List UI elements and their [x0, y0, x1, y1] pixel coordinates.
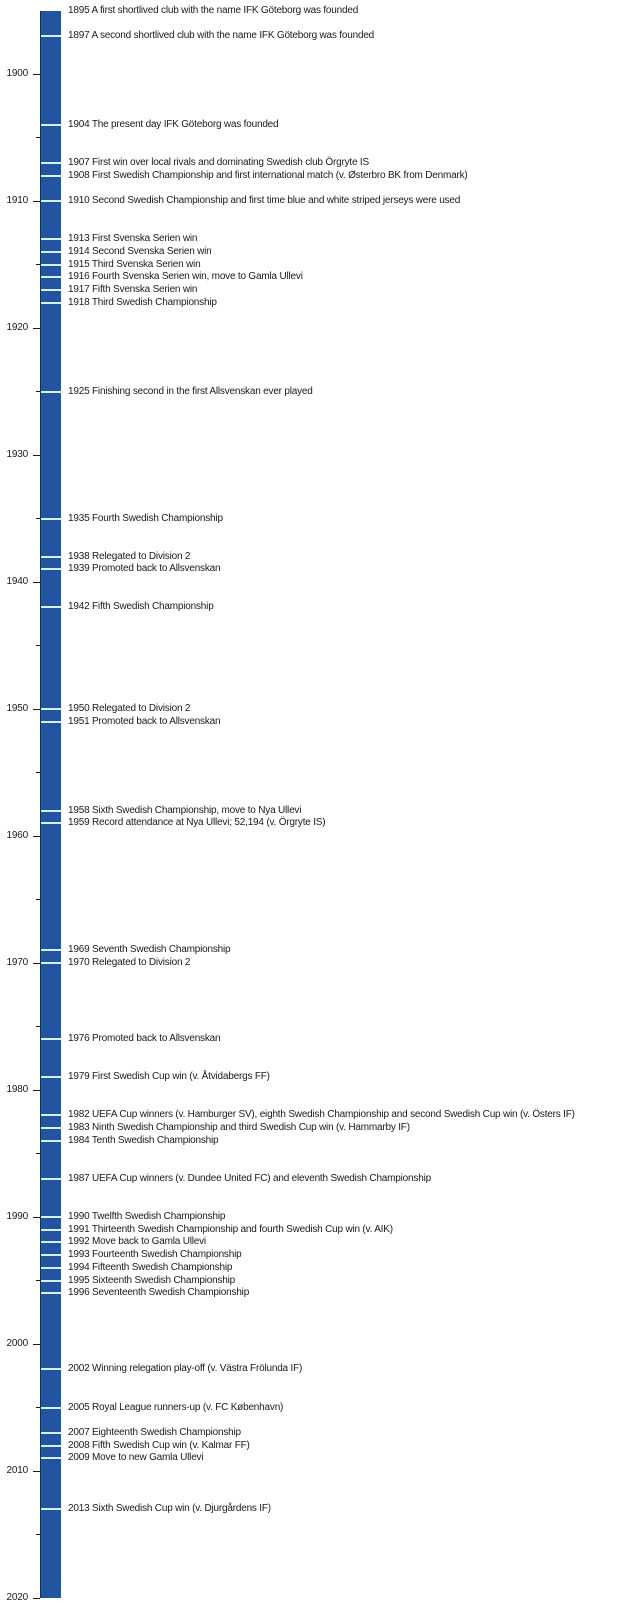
minor-tick [36, 772, 40, 773]
event-label: 1916 Fourth Svenska Serien win, move to Gamla Ullevi [68, 271, 303, 283]
event-marker-line [41, 810, 61, 812]
event-label: 1935 Fourth Swedish Championship [68, 512, 223, 524]
event-marker-line [41, 35, 61, 37]
event-label: 1917 Fifth Svenska Serien win [68, 283, 198, 295]
event-marker-line [41, 1241, 61, 1243]
minor-tick [36, 1153, 40, 1154]
event-label: 1904 The present day IFK Göteborg was founded [68, 118, 279, 130]
major-tick [33, 455, 40, 456]
event-label: 1994 Fifteenth Swedish Championship [68, 1261, 233, 1273]
event-label: 1995 Sixteenth Swedish Championship [68, 1274, 235, 1286]
event-marker-line [41, 1178, 61, 1180]
year-axis-label: 1980 [6, 1084, 28, 1095]
year-axis-label: 2000 [6, 1338, 28, 1349]
event-marker-line [41, 1368, 61, 1370]
event-marker-line [41, 1267, 61, 1269]
year-axis-label: 1940 [6, 576, 28, 587]
event-label: 2005 Royal League runners-up (v. FC København) [68, 1401, 284, 1413]
event-label: 1996 Seventeenth Swedish Championship [68, 1287, 250, 1299]
event-marker-line [41, 708, 61, 710]
event-label: 1987 UEFA Cup winners (v. Dundee United FC) and eleventh Swedish Championship [68, 1172, 431, 1184]
event-marker-line [41, 124, 61, 126]
year-axis-label: 2020 [6, 1592, 28, 1603]
event-label: 1969 Seventh Swedish Championship [68, 944, 231, 956]
event-label: 1918 Third Swedish Championship [68, 296, 217, 308]
major-tick [33, 582, 40, 583]
minor-tick [36, 1407, 40, 1408]
year-axis-label: 1950 [6, 703, 28, 714]
event-marker-line [41, 568, 61, 570]
event-marker-line [41, 1292, 61, 1294]
event-marker-line [41, 1432, 61, 1434]
event-label: 1938 Relegated to Division 2 [68, 550, 191, 562]
major-tick [33, 1598, 40, 1599]
event-marker-line [41, 1229, 61, 1231]
event-label: 2009 Move to new Gamla Ullevi [68, 1452, 204, 1464]
event-label: 1897 A second shortlived club with the name IFK Göteborg was founded [68, 29, 375, 41]
event-label: 1992 Move back to Gamla Ullevi [68, 1236, 206, 1248]
event-marker-line [41, 1114, 61, 1116]
event-marker-line [41, 606, 61, 608]
event-label: 1958 Sixth Swedish Championship, move to Nya Ullevi [68, 804, 302, 816]
year-axis-label: 1920 [6, 322, 28, 333]
year-axis-label: 1930 [6, 449, 28, 460]
event-label: 1913 First Svenska Serien win [68, 233, 198, 245]
event-label: 1993 Fourteenth Swedish Championship [68, 1249, 242, 1261]
major-tick [33, 963, 40, 964]
event-label: 2007 Eighteenth Swedish Championship [68, 1426, 241, 1438]
major-tick [33, 1471, 40, 1472]
event-label: 1914 Second Svenska Serien win [68, 245, 212, 257]
event-label: 1895 A first shortlived club with the name IFK Göteborg was founded [68, 4, 359, 16]
minor-tick [36, 391, 40, 392]
event-label: 1951 Promoted back to Allsvenskan [68, 715, 221, 727]
major-tick [33, 709, 40, 710]
event-marker-line [41, 962, 61, 964]
year-axis-label: 2010 [6, 1465, 28, 1476]
year-axis-label: 1990 [6, 1211, 28, 1222]
event-label: 1908 First Swedish Championship and first international match (v. Østerbro BK from Denmark) [68, 169, 468, 181]
event-label: 1991 Thirteenth Swedish Championship and fourth Swedish Cup win (v. AIK) [68, 1223, 393, 1235]
event-marker-line [41, 1127, 61, 1129]
event-label: 1939 Promoted back to Allsvenskan [68, 563, 221, 575]
event-label: 1925 Finishing second in the first Allsvenskan ever played [68, 385, 313, 397]
event-marker-line [41, 175, 61, 177]
year-axis-label: 1910 [6, 195, 28, 206]
minor-tick [36, 264, 40, 265]
event-label: 1990 Twelfth Swedish Championship [68, 1211, 226, 1222]
event-label: 1959 Record attendance at Nya Ullevi; 52,194 (v. Örgryte IS) [68, 817, 326, 829]
event-marker-line [41, 264, 61, 266]
event-label: 1942 Fifth Swedish Championship [68, 601, 214, 613]
event-marker-line [41, 1457, 61, 1459]
major-tick [33, 1344, 40, 1345]
year-axis-label: 1960 [6, 830, 28, 841]
event-label: 1984 Tenth Swedish Championship [68, 1134, 219, 1146]
event-marker-line [41, 162, 61, 164]
event-marker-line [41, 276, 61, 278]
minor-tick [36, 1280, 40, 1281]
minor-tick [36, 899, 40, 900]
major-tick [33, 328, 40, 329]
event-marker-line [41, 1254, 61, 1256]
event-label: 1915 Third Svenska Serien win [68, 258, 201, 270]
minor-tick [36, 1026, 40, 1027]
event-marker-line [41, 1216, 61, 1218]
event-label: 1976 Promoted back to Allsvenskan [68, 1033, 221, 1045]
event-marker-line [41, 1508, 61, 1510]
event-marker-line [41, 1140, 61, 1142]
event-marker-line [41, 1076, 61, 1078]
event-label: 1907 First win over local rivals and dominating Swedish club Örgryte IS [68, 156, 369, 168]
event-marker-line [41, 302, 61, 304]
major-tick [33, 1217, 40, 1218]
event-label: 1982 UEFA Cup winners (v. Hamburger SV), eighth Swedish Championship and second Swedish Cup win (v. Östers IF) [68, 1109, 575, 1121]
minor-tick [36, 645, 40, 646]
event-label: 2002 Winning relegation play-off (v. Västra Frölunda IF) [68, 1363, 303, 1375]
event-marker-line [41, 391, 61, 393]
event-label: 2013 Sixth Swedish Cup win (v. Djurgårdens IF) [68, 1503, 271, 1515]
event-marker-line [41, 1407, 61, 1409]
major-tick [33, 1090, 40, 1091]
minor-tick [36, 518, 40, 519]
event-marker-line [41, 822, 61, 824]
timeline-bar [41, 11, 61, 1599]
year-axis-label: 1970 [6, 957, 28, 968]
event-marker-line [41, 721, 61, 723]
event-marker-line [41, 289, 61, 291]
event-label: 2008 Fifth Swedish Cup win (v. Kalmar FF) [68, 1439, 250, 1451]
major-tick [33, 201, 40, 202]
major-tick [33, 836, 40, 837]
major-tick [33, 74, 40, 75]
event-label: 1970 Relegated to Division 2 [68, 957, 191, 968]
event-label: 1950 Relegated to Division 2 [68, 703, 191, 714]
event-label: 1910 Second Swedish Championship and first time blue and white striped jerseys were used [68, 195, 461, 206]
event-label: 1983 Ninth Swedish Championship and third Swedish Cup win (v. Hammarby IF) [68, 1122, 410, 1134]
event-marker-line [41, 238, 61, 240]
event-marker-line [41, 1445, 61, 1447]
event-marker-line [41, 1280, 61, 1282]
year-axis-label: 1900 [6, 68, 28, 79]
minor-tick [36, 137, 40, 138]
event-label: 1979 First Swedish Cup win (v. Åtvidabergs FF) [68, 1071, 270, 1083]
event-marker-line [41, 1038, 61, 1040]
event-marker-line [41, 556, 61, 558]
event-marker-line [41, 251, 61, 253]
event-marker-line [41, 200, 61, 202]
event-marker-line [41, 518, 61, 520]
minor-tick [36, 1534, 40, 1535]
event-marker-line [41, 949, 61, 951]
